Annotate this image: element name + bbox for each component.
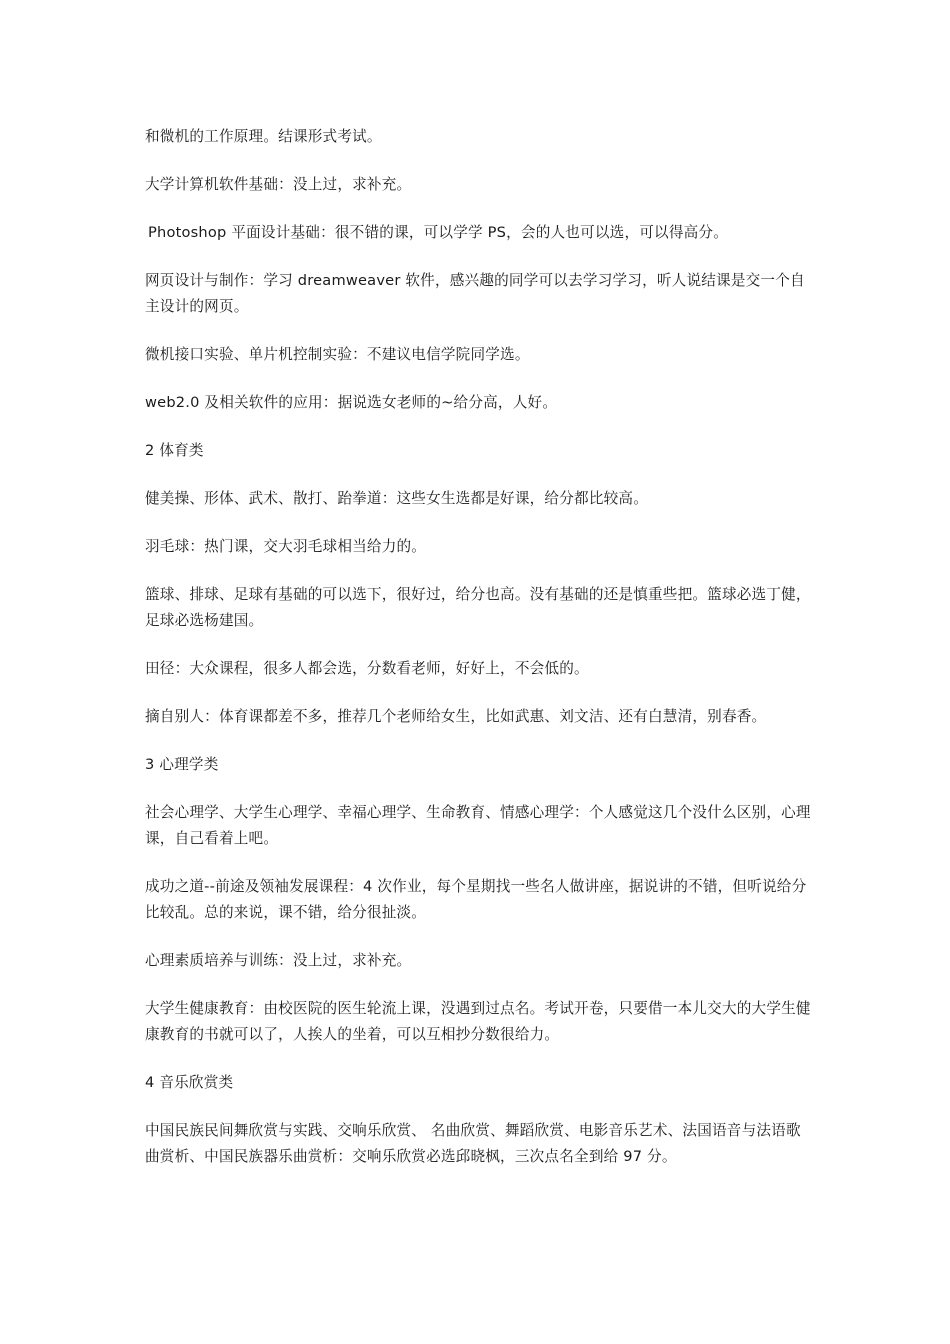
paragraph-mental-training: 心理素质培养与训练：没上过，求补充。 xyxy=(145,952,412,969)
paragraph-health-education: 大学生健康教育：由校医院的医生轮流上课，没遇到过点名。考试开卷，只要借一本儿交大的大学生健康教育的书就可以了，人挨人的坐着，可以互相抄分数很给力。 xyxy=(145,1000,811,1043)
section-heading-music: 4 音乐欣赏类 xyxy=(145,1074,234,1091)
section-heading-psychology: 3 心理学类 xyxy=(145,756,219,773)
paragraph-microcomputer-principle: 和微机的工作原理。结课形式考试。 xyxy=(145,128,382,145)
paragraph-software-basics: 大学计算机软件基础：没上过，求补充。 xyxy=(145,176,412,193)
paragraph-psychology-courses: 社会心理学、大学生心理学、幸福心理学、生命教育、情感心理学：个人感觉这几个没什么区别，心理课，自己看着上吧。 xyxy=(145,804,811,847)
paragraph-ball-sports: 篮球、排球、足球有基础的可以选下，很好过，给分也高。没有基础的还是慎重些把。篮球必选丁健，足球必选杨建国。 xyxy=(145,586,811,629)
paragraph-music-courses: 中国民族民间舞欣赏与实践、交响乐欣赏、 名曲欣赏、舞蹈欣赏、电影音乐艺术、法国语音与法语歌曲赏析、中国民族器乐曲赏析：交响乐欣赏必选邱晓枫，三次点名全到给 97 分。 xyxy=(145,1122,801,1165)
document-body xyxy=(145,124,815,1192)
paragraph-microcomputer-lab: 微机接口实验、单片机控制实验：不建议电信学院同学选。 xyxy=(145,346,530,363)
paragraph-web-design: 网页设计与制作：学习 dreamweaver 软件，感兴趣的同学可以去学习学习，听人说结课是交一个自主设计的网页。 xyxy=(145,272,805,315)
section-heading-sports: 2 体育类 xyxy=(145,442,204,459)
paragraph-aerobics: 健美操、形体、武术、散打、跆拳道：这些女生选都是好课，给分都比较高。 xyxy=(145,490,648,507)
paragraph-web20: web2.0 及相关软件的应用：据说选女老师的~给分高，人好。 xyxy=(145,394,558,411)
paragraph-track-field: 田径：大众课程，很多人都会选，分数看老师，好好上，不会低的。 xyxy=(145,660,589,677)
paragraph-sports-teachers: 摘自别人：体育课都差不多，推荐几个老师给女生，比如武惠、刘文洁、还有白慧清，别春香。 xyxy=(145,708,767,725)
paragraph-success-course: 成功之道--前途及领袖发展课程：4 次作业，每个星期找一些名人做讲座，据说讲的不错，但听说给分比较乱。总的来说，课不错，给分很扯淡。 xyxy=(145,878,807,921)
paragraph-badminton: 羽毛球：热门课，交大羽毛球相当给力的。 xyxy=(145,538,427,555)
paragraph-photoshop: Photoshop 平面设计基础：很不错的课，可以学学 PS，会的人也可以选，可以得高分。 xyxy=(148,224,729,241)
